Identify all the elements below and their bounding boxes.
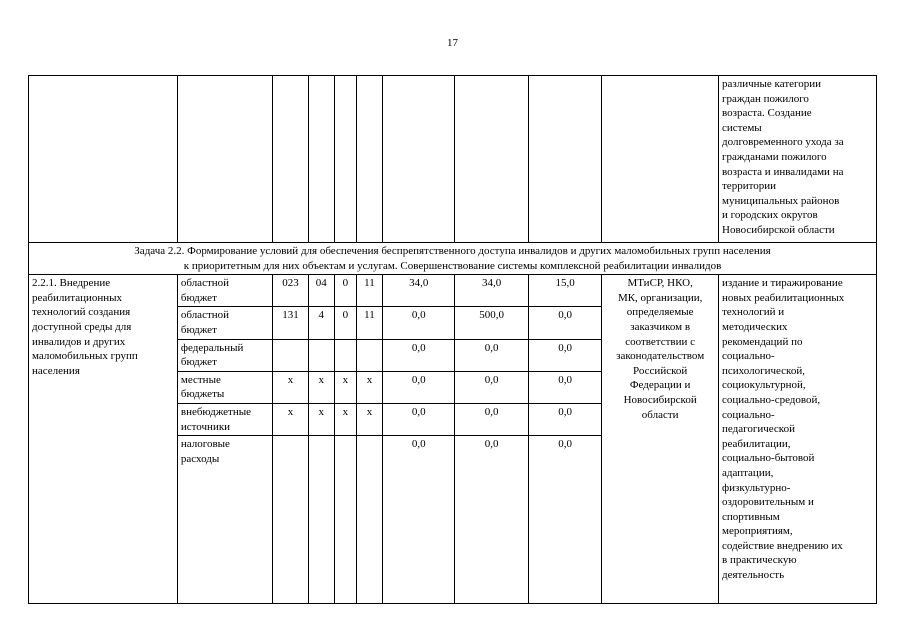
value-cell: 0,0: [528, 339, 601, 371]
code-cell: х: [273, 403, 308, 435]
value-cell: 500,0: [455, 307, 528, 339]
table-row: [29, 275, 877, 307]
blank-cell: [383, 76, 455, 243]
code-cell: 131: [273, 307, 308, 339]
blank-cell: [308, 76, 334, 243]
code-cell: 0: [334, 307, 356, 339]
code-cell: х: [308, 403, 334, 435]
code-cell: х: [356, 403, 382, 435]
value-cell: 0,0: [383, 339, 455, 371]
value-cell: 0,0: [528, 403, 601, 435]
executor-cell: МТиСР, НКО, МК, организации, определяемые заказчиком в соответствии с законодательством Российской Федерации и Новосибирской области: [602, 275, 719, 604]
value-cell: 15,0: [528, 275, 601, 307]
code-cell: х: [334, 403, 356, 435]
blank-cell: [177, 76, 273, 243]
code-cell: 11: [356, 275, 382, 307]
blank-cell: [602, 76, 719, 243]
code-cell: 0: [334, 275, 356, 307]
continued-result-text: различные категории граждан пожилого возраста. Создание системы долговременного ухода за гражданами пожилого возраста и инвалидами на территории муниципальных районов и городских округов Новосибирской области: [719, 76, 877, 243]
value-cell: 0,0: [383, 371, 455, 403]
value-cell: 0,0: [528, 307, 601, 339]
funding-source: областной бюджет: [177, 307, 273, 339]
funding-source: местные бюджеты: [177, 371, 273, 403]
blank-cell: [29, 76, 178, 243]
code-cell: [273, 436, 308, 604]
value-cell: 0,0: [528, 371, 601, 403]
expected-result-cell: издание и тиражирование новых реабилитационных технологий и методических рекомендаций по социально- психологической, социокультурной, социально-средовой, социально- педагогической реабилитации, социально-бытовой адаптации, физкультурно- оздоровительным и спортивным мероприятиям, содействие внедрению их в практическую деятельность: [719, 275, 877, 604]
funding-source: областной бюджет: [177, 275, 273, 307]
code-cell: [334, 339, 356, 371]
blank-cell: [455, 76, 528, 243]
value-cell: 0,0: [383, 436, 455, 604]
funding-source: внебюджетные источники: [177, 403, 273, 435]
code-cell: [273, 339, 308, 371]
value-cell: 0,0: [455, 371, 528, 403]
funding-source: федеральный бюджет: [177, 339, 273, 371]
value-cell: 34,0: [455, 275, 528, 307]
code-cell: 11: [356, 307, 382, 339]
code-cell: х: [356, 371, 382, 403]
value-cell: 0,0: [455, 403, 528, 435]
continuation-row: [29, 76, 877, 243]
blank-cell: [334, 76, 356, 243]
page-number: 17: [447, 37, 458, 49]
task-heading: [29, 243, 877, 275]
value-cell: 0,0: [455, 436, 528, 604]
value-cell: 0,0: [528, 436, 601, 604]
measure-name: 2.2.1. Внедрение реабилитационных технологий создания доступной среды для инвалидов и других маломобильных групп населения: [29, 275, 178, 604]
value-cell: 0,0: [455, 339, 528, 371]
task-row: [29, 243, 877, 275]
code-cell: [308, 436, 334, 604]
blank-cell: [273, 76, 308, 243]
value-cell: 0,0: [383, 403, 455, 435]
code-cell: х: [334, 371, 356, 403]
code-cell: [308, 339, 334, 371]
code-cell: х: [308, 371, 334, 403]
value-cell: 0,0: [383, 307, 455, 339]
code-cell: 4: [308, 307, 334, 339]
code-cell: [334, 436, 356, 604]
code-cell: 04: [308, 275, 334, 307]
code-cell: х: [273, 371, 308, 403]
value-cell: 34,0: [383, 275, 455, 307]
code-cell: [356, 339, 382, 371]
program-table: [28, 75, 877, 604]
funding-source: налоговые расходы: [177, 436, 273, 604]
blank-cell: [356, 76, 382, 243]
blank-cell: [528, 76, 601, 243]
code-cell: 023: [273, 275, 308, 307]
task-heading-line2: к приоритетным для них объектам и услугам. Совершенствование системы комплексной реабилитации инвалидов: [183, 259, 722, 272]
task-heading-line1: Задача 2.2. Формирование условий для обеспечения беспрепятственного доступа инвалидов и других маломобильных групп населения: [134, 245, 771, 257]
code-cell: [356, 436, 382, 604]
